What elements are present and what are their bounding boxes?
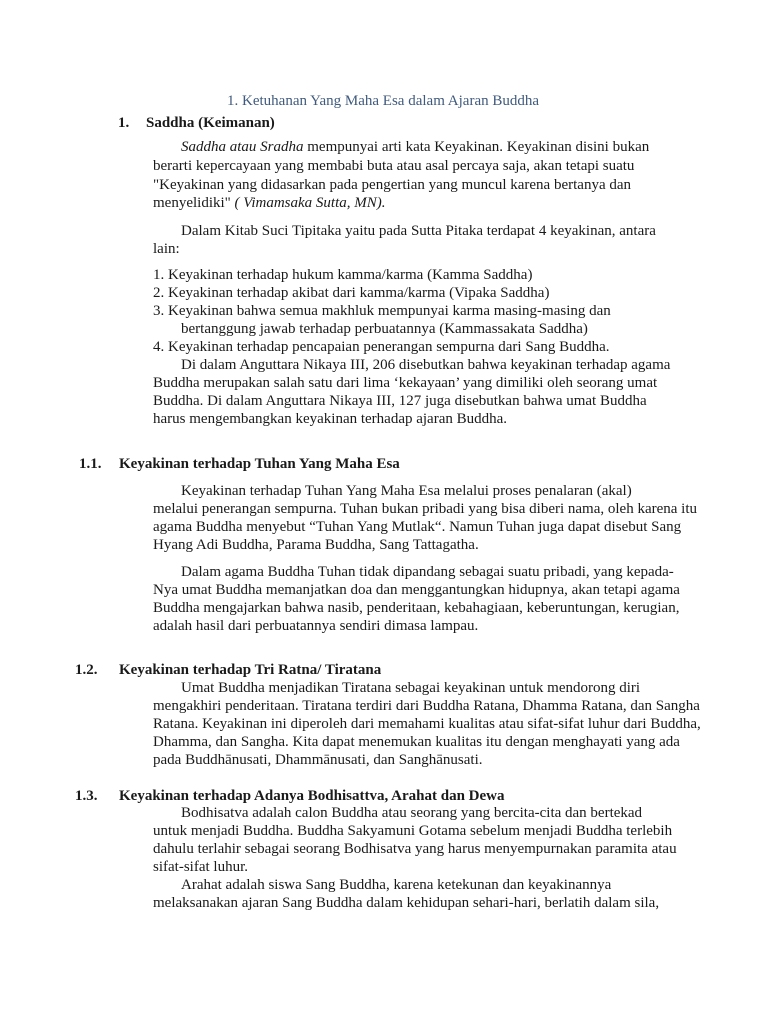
paragraph-line	[153, 194, 385, 213]
paragraph-line: mengakhiri penderitaan. Tiratana terdiri dari Buddha Ratana, Dhamma Ratana, dan Sangha	[153, 698, 700, 714]
page-title: 1. Ketuhanan Yang Maha Esa dalam Ajaran Buddha	[227, 93, 540, 109]
paragraph-line: lain:	[153, 241, 180, 257]
paragraph-line: Bodhisatva adalah calon Buddha atau seorang yang bercita-cita dan bertekad	[181, 805, 643, 821]
paragraph-line: Dhamma, dan Sangha. Kita dapat menemukan kualitas itu dengan menghayati yang ada	[153, 734, 680, 750]
list-item: 2. Keyakinan terhadap akibat dari kamma/karma (Vipaka Saddha)	[153, 285, 550, 301]
paragraph-line: "Keyakinan yang didasarkan pada pengertian yang muncul karena bertanya dan	[153, 177, 632, 193]
paragraph-line: Arahat adalah siswa Sang Buddha, karena ketekunan dan keyakinannya	[181, 877, 612, 893]
paragraph-line: untuk menjadi Buddha. Buddha Sakyamuni Gotama sebelum menjadi Buddha terlebih	[153, 823, 673, 839]
paragraph-line: melalui penerangan sempurna. Tuhan bukan pribadi yang bisa diberi nama, oleh karena itu	[153, 501, 698, 517]
paragraph-line: dahulu terlahir sebagai seorang Bodhisatva yang harus menyempurnakan paramita atau	[153, 841, 677, 857]
section-number: 1.2.	[75, 662, 98, 678]
paragraph-line: sifat-sifat luhur.	[153, 859, 248, 875]
list-item: 3. Keyakinan bahwa semua makhluk mempunyai karma masing-masing dan	[153, 303, 611, 319]
citation: ( Vimamsaka Sutta, MN).	[234, 195, 386, 211]
paragraph-line	[181, 138, 649, 157]
section-number: 1.	[118, 115, 130, 131]
paragraph-line: Dalam agama Buddha Tuhan tidak dipandang sebagai suatu pribadi, yang kepada-	[181, 564, 674, 580]
section-heading: Saddha (Keimanan)	[146, 115, 275, 131]
paragraph-line: melaksanakan ajaran Sang Buddha dalam kehidupan sehari-hari, berlatih dalam sila,	[153, 895, 660, 911]
paragraph-line: Hyang Adi Buddha, Parama Buddha, Sang Tattagatha.	[153, 537, 479, 553]
paragraph-line: adalah hasil dari perbuatannya sendiri dimasa lampau.	[153, 618, 479, 634]
section-heading: Keyakinan terhadap Tri Ratna/ Tiratana	[119, 662, 382, 678]
paragraph-line: Di dalam Anguttara Nikaya III, 206 disebutkan bahwa keyakinan terhadap agama	[181, 357, 671, 373]
paragraph-line: harus mengembangkan keyakinan terhadap ajaran Buddha.	[153, 411, 508, 427]
paragraph-line: Umat Buddha menjadikan Tiratana sebagai keyakinan untuk mendorong diri	[181, 680, 641, 696]
paragraph-line: Buddha mengajarkan bahwa nasib, penderitaan, kebahagiaan, keberuntungan, kerugian,	[153, 600, 680, 616]
list-item: 4. Keyakinan terhadap pencapaian penerangan sempurna dari Sang Buddha.	[153, 339, 610, 355]
list-item: 1. Keyakinan terhadap hukum kamma/karma (Kamma Saddha)	[153, 267, 533, 283]
paragraph-line: Buddha. Di dalam Anguttara Nikaya III, 127 juga disebutkan bahwa umat Buddha	[153, 393, 647, 409]
paragraph-line: Dalam Kitab Suci Tipitaka yaitu pada Sutta Pitaka terdapat 4 keyakinan, antara	[181, 223, 656, 239]
paragraph-line: Keyakinan terhadap Tuhan Yang Maha Esa melalui proses penalaran (akal)	[181, 483, 632, 499]
paragraph-line: Buddha merupakan salah satu dari lima ‘kekayaan’ yang dimiliki oleh seorang umat	[153, 375, 658, 391]
paragraph-text: menyelidiki"	[153, 195, 235, 211]
paragraph-line: Ratana. Keyakinan ini diperoleh dari memahami kualitas atau sifat-sifat luhur dari Buddha,	[153, 716, 701, 732]
paragraph-line: berarti kepercayaan yang membabi buta atau asal percaya saja, akan tetapi suatu	[153, 158, 635, 174]
italic-term: Saddha atau Sradha	[181, 139, 304, 155]
paragraph-line: Nya umat Buddha memanjatkan doa dan menggantungkan hidupnya, akan tetapi agama	[153, 582, 680, 598]
section-heading: Keyakinan terhadap Adanya Bodhisattva, Arahat dan Dewa	[119, 788, 505, 804]
paragraph-line: pada Buddhānusati, Dhammānusati, dan Sanghānusati.	[153, 752, 483, 768]
list-item-continuation: bertanggung jawab terhadap perbuatannya (Kammassakata Saddha)	[181, 321, 588, 337]
section-heading: Keyakinan terhadap Tuhan Yang Maha Esa	[119, 456, 400, 472]
paragraph-text: mempunyai arti kata Keyakinan. Keyakinan disini bukan	[303, 139, 650, 155]
section-number: 1.1.	[79, 456, 102, 472]
section-number: 1.3.	[75, 788, 98, 804]
paragraph-line: agama Buddha menyebut “Tuhan Yang Mutlak“. Namun Tuhan juga dapat disebut Sang	[153, 519, 682, 535]
